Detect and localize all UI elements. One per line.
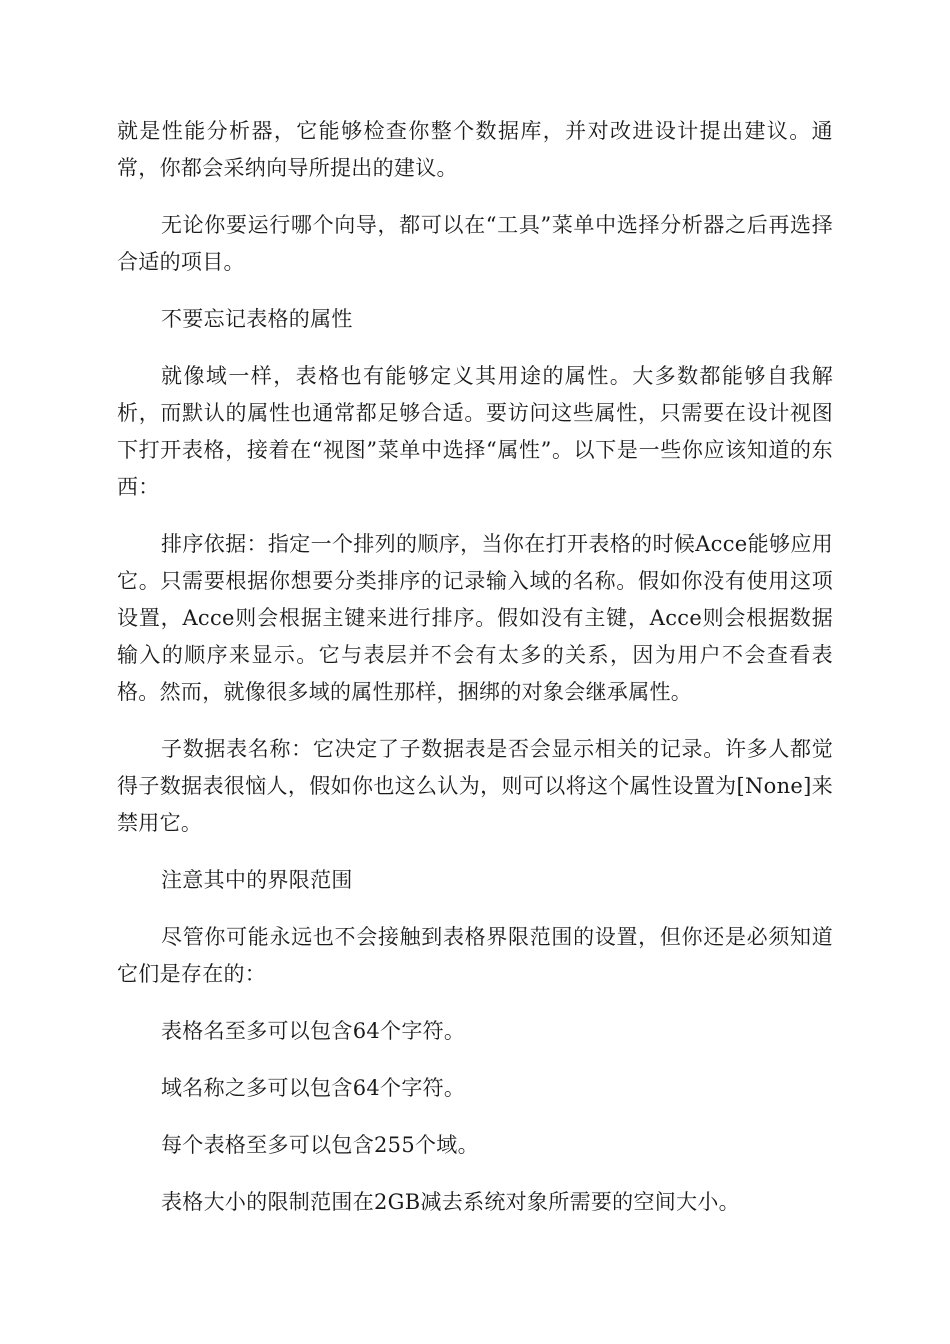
- paragraph-subdatasheet-name: 子数据表名称：它决定了子数据表是否会显示相关的记录。许多人都觉得子数据表很恼人，假如你也这么认为，则可以将这个属性设置为[None]来禁用它。: [117, 737, 833, 835]
- document-page: [117, 113, 833, 1241]
- paragraph-table-properties: 就像域一样，表格也有能够定义其用途的属性。大多数都能够自我解析，而默认的属性也通常都足够合适。要访问这些属性，只需要在设计视图下打开表格，接着在“视图”菜单中选择“属性”。以下是一些你应该知道的东西：: [117, 364, 833, 499]
- paragraph-performance-analyzer: 就是性能分析器，它能够检查你整个数据库，并对改进设计提出建议。通常，你都会采纳向导所提出的建议。: [117, 119, 833, 180]
- paragraph-run-wizard: 无论你要运行哪个向导，都可以在“工具”菜单中选择分析器之后再选择合适的项目。: [117, 213, 833, 274]
- section-heading-limits: 注意其中的界限范围: [161, 868, 353, 892]
- list-item-field-count-limit: 每个表格至多可以包含255个域。: [161, 1133, 479, 1157]
- list-item-field-name-limit: 域名称之多可以包含64个字符。: [161, 1076, 466, 1100]
- list-item-table-name-limit: 表格名至多可以包含64个字符。: [161, 1019, 466, 1043]
- section-heading-table-properties: 不要忘记表格的属性: [161, 307, 353, 331]
- list-item-table-size-limit: 表格大小的限制范围在2GB减去系统对象所需要的空间大小。: [161, 1190, 740, 1214]
- paragraph-order-by: 排序依据：指定一个排列的顺序，当你在打开表格的时候Acce能够应用它。只需要根据你想要分类排序的记录输入域的名称。假如你没有使用这项设置，Acce则会根据主键来进行排序。假如没有主键，Acce则会根据数据输入的顺序来显示。它与表层并不会有太多的关系，因为用户不会查看表格。然而，就像很多域的属性那样，捆绑的对象会继承属性。: [117, 532, 833, 704]
- paragraph-limits-intro: 尽管你可能永远也不会接触到表格界限范围的设置，但你还是必须知道它们是存在的：: [117, 925, 833, 986]
